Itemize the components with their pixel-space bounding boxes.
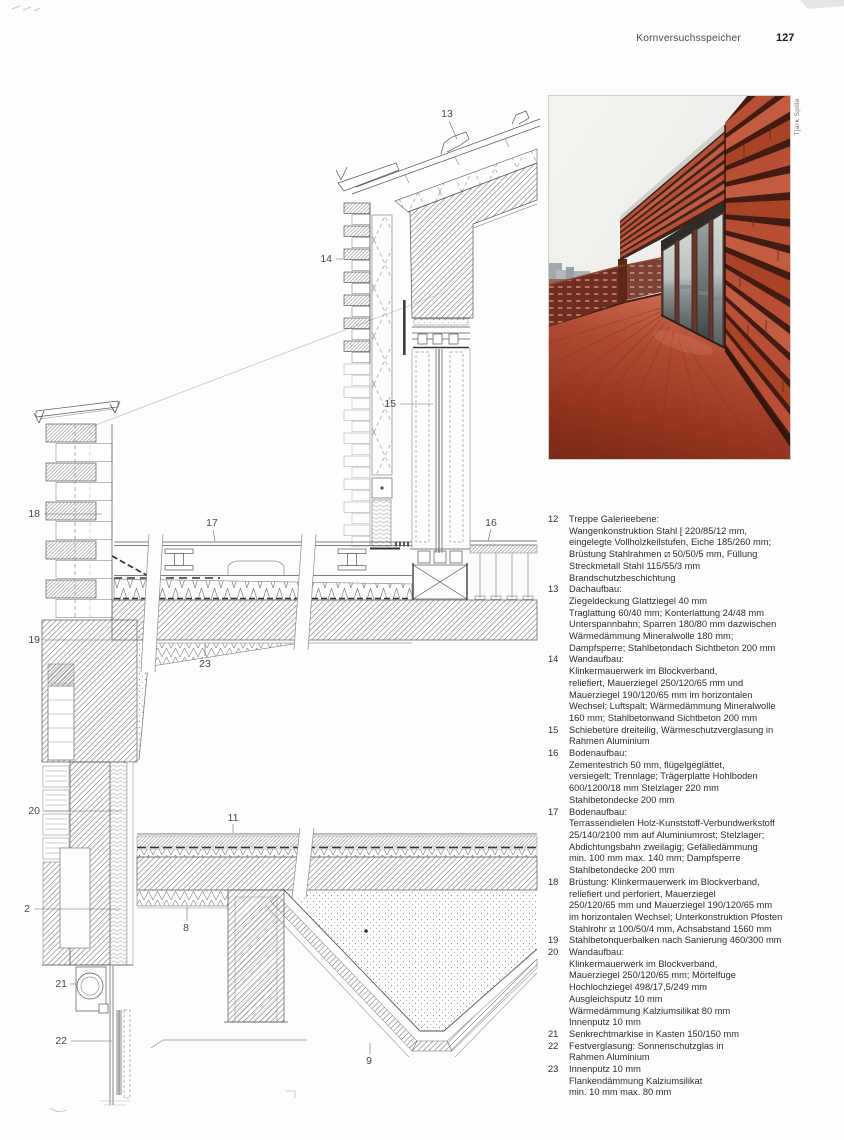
terrace-floor	[112, 542, 537, 666]
legend-line: min. 10 mm max. 80 mm	[569, 1087, 672, 1098]
concrete-beam	[42, 620, 152, 762]
legend-item-number: 20	[548, 947, 559, 958]
label-17: 17	[206, 517, 218, 529]
terrace-photo-image	[548, 95, 791, 460]
legend-item-lines	[569, 1041, 724, 1064]
label-20: 20	[28, 805, 40, 817]
sliding-door	[395, 319, 470, 600]
legend-item-number: 23	[548, 1064, 559, 1075]
legend-item	[548, 877, 840, 936]
legend-line: 250/120/65 mm und Mauerziegel 190/120/65 mm	[569, 900, 773, 911]
legend-line: Wandaufbau:	[569, 947, 624, 958]
legend-line: Innenputz 10 mm	[569, 1017, 641, 1028]
legend-line: Stahlrohr ⧄ 100/50/4 mm, Achsabstand 1560 mm	[569, 923, 772, 934]
legend-line: eingelegte Vollholzkeilstufen, Eiche 185/260 mm;	[569, 537, 772, 548]
legend-item-lines	[569, 514, 771, 584]
legend-item-lines	[569, 935, 781, 947]
upper-brick-wall	[344, 203, 406, 549]
legend-line: Schiebetüre dreiteilig, Wärmeschutzverglasung in	[569, 724, 774, 735]
label-23: 23	[199, 658, 211, 670]
legend-item-number: 22	[548, 1040, 559, 1051]
legend-line: Klinkermauerwerk im Blockverband,	[569, 666, 718, 677]
legend-line: Streckmetall Stahl 115/55/3 mm	[569, 560, 701, 571]
legend-line: Zementestrich 50 mm, flügelgeglättet,	[569, 759, 725, 770]
legend-line: Terrassendielen Holz-Kunststoff-Verbundwerkstoff	[569, 818, 775, 829]
legend-item	[548, 748, 840, 807]
legend-line: Senkrechtmarkise in Kasten 150/150 mm	[569, 1028, 740, 1039]
legend-item-number: 19	[548, 935, 559, 946]
legend-line: Unterspannbahn; Sparren 180/80 mm dazwischen	[569, 619, 777, 630]
legend-item	[548, 1029, 840, 1041]
label-8: 8	[183, 922, 189, 934]
legend	[548, 514, 840, 1099]
legend-item	[548, 584, 840, 654]
legend-item-number: 15	[548, 724, 559, 735]
legend-line: Festverglasung: Sonnenschutzglas in	[569, 1040, 724, 1051]
legend-line: Klinkermauerwerk im Blockverband,	[569, 958, 718, 969]
legend-item-number: 17	[548, 806, 559, 817]
legend-item	[548, 807, 840, 877]
legend-line: reliefiert, Mauerziegel 250/120/65 mm und	[569, 677, 744, 688]
legend-item-lines	[569, 748, 758, 807]
label-9: 9	[366, 1055, 372, 1067]
legend-item	[548, 1064, 840, 1099]
legend-line: Abdichtungsbahn zweilagig; Gefälledämmung	[569, 841, 758, 852]
legend-item-lines	[569, 807, 775, 877]
legend-line: Wechsel; Luftspalt; Wärmedämmung Mineralwolle	[569, 701, 776, 712]
legend-line: Bodenaufbau:	[569, 806, 627, 817]
legend-line: Brandschutzbeschichtung	[569, 572, 676, 583]
label-13: 13	[441, 108, 453, 120]
page-number: 127	[776, 32, 795, 44]
parapet	[34, 401, 120, 620]
legend-item-lines	[569, 1029, 739, 1041]
legend-line: Brüstung Stahlrahmen ⧄ 50/50/5 mm, Füllung	[569, 549, 758, 560]
legend-line: Flankendämmung Kalziumsilikat	[569, 1075, 703, 1086]
legend-line: reliefiert und perforiert, Mauerziegel	[569, 888, 716, 899]
label-14: 14	[320, 253, 332, 265]
label-18: 18	[28, 508, 40, 520]
interior-floor-right	[470, 541, 537, 600]
legend-line: versiegelt; Trennlage; Trägerplatte Hohlboden	[569, 771, 758, 782]
lower-wall	[42, 762, 133, 965]
legend-item-lines	[569, 584, 776, 654]
photo-credit: Tjark Spille	[794, 98, 801, 136]
legend-line: Rahmen Aluminium	[569, 1052, 650, 1063]
legend-line: Rahmen Aluminium	[569, 736, 650, 747]
legend-line: Stahlbetonquerbalken nach Sanierung 460/300 mm	[569, 935, 782, 946]
label-2: 2	[24, 903, 30, 915]
legend-line: min. 100 mm max. 140 mm; Dampfsperre	[569, 853, 741, 864]
legend-line: im horizontalen Wechsel; Unterkonstruktion Pfosten	[569, 911, 783, 922]
legend-line: 25/140/2100 mm auf Aluminiumrost; Stelzlager;	[569, 829, 765, 840]
legend-line: Ausgleichsputz 10 mm	[569, 993, 663, 1004]
legend-item-lines	[569, 725, 773, 748]
label-21: 21	[55, 978, 67, 990]
legend-line: Wärmedämmung Kalziumsilikat 80 mm	[569, 1005, 731, 1016]
scan-artifacts	[12, 0, 844, 11]
hopper	[266, 889, 537, 1057]
legend-item-lines	[569, 1064, 702, 1099]
legend-item-number: 14	[548, 654, 559, 665]
legend-item-lines	[569, 947, 736, 1029]
label-11: 11	[227, 812, 239, 824]
label-19: 19	[28, 634, 40, 646]
legend-line: Wangenkonstruktion Stahl [ 220/85/12 mm,	[569, 525, 747, 536]
legend-line: Treppe Galerieebene:	[569, 514, 660, 524]
legend-item-lines	[569, 654, 776, 724]
legend-line: Dampfsperre; Stahlbetondach Sichtbeton 200 mm	[569, 642, 776, 653]
legend-line: Dachaufbau:	[569, 584, 622, 595]
legend-item	[548, 654, 840, 724]
legend-line: Stahlbetondecke 200 mm	[569, 865, 675, 876]
legend-line: Innenputz 10 mm	[569, 1064, 641, 1075]
legend-item-number: 21	[548, 1028, 559, 1039]
legend-item	[548, 947, 840, 1029]
legend-line: 600/1200/18 mm Stelzlager 220 mm	[569, 783, 719, 794]
legend-item	[548, 514, 840, 584]
legend-line: Wandaufbau:	[569, 654, 624, 665]
terrace-photo	[548, 95, 791, 460]
legend-line: Mauerziegel 190/120/65 mm im horizontalen	[569, 689, 753, 700]
label-22: 22	[55, 1035, 67, 1047]
label-15: 15	[384, 398, 396, 410]
legend-item	[548, 1041, 840, 1064]
legend-line: Wärmedämmung Mineralwolle 180 mm;	[569, 631, 734, 642]
legend-line: Ziegeldeckung Glattziegel 40 mm	[569, 595, 707, 606]
legend-item-lines	[569, 877, 782, 936]
legend-item	[548, 935, 840, 947]
legend-line: Stahlbetondecke 200 mm	[569, 794, 675, 805]
legend-line: Brüstung: Klinkermauerwerk im Blockverband,	[569, 876, 760, 887]
legend-line: 160 mm; Stahlbetonwand Sichtbeton 200 mm	[569, 712, 758, 723]
legend-item-number: 13	[548, 584, 559, 595]
legend-line: Hochlochziegel 498/17,5/249 mm	[569, 982, 707, 993]
page-header-title: Kornversuchsspeicher	[636, 33, 741, 44]
legend-line: Bodenaufbau:	[569, 748, 627, 759]
label-16: 16	[485, 517, 497, 529]
legend-item	[548, 725, 840, 748]
legend-item-number: 16	[548, 748, 559, 759]
legend-line: Traglattung 60/40 mm; Konterlattung 24/48 mm	[569, 607, 764, 618]
legend-line: Mauerziegel 250/120/65 mm; Mörtelfuge	[569, 970, 736, 981]
legend-item-number: 12	[548, 514, 559, 524]
legend-item-number: 18	[548, 876, 559, 887]
